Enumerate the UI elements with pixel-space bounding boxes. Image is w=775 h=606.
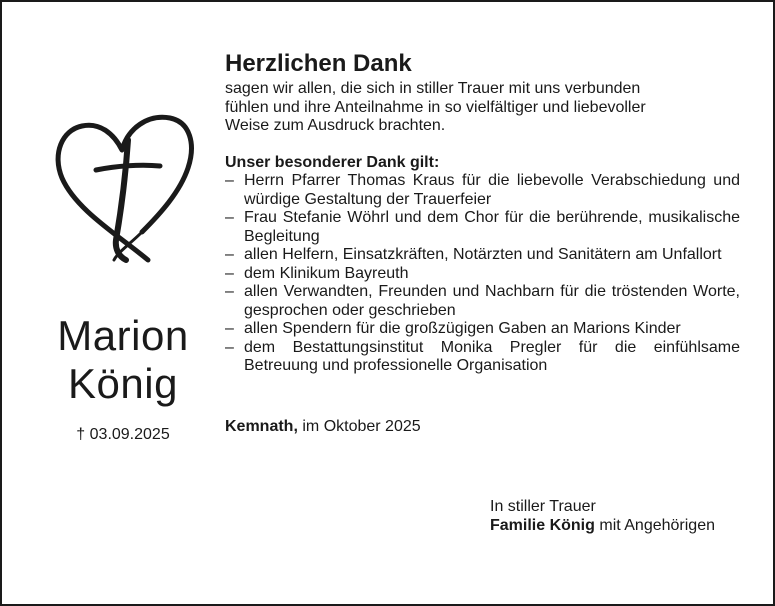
family-suffix: mit Angehörigen	[599, 516, 715, 534]
list-item: – Frau Stefanie Wöhrl und dem Chor für die berührende, musikalische Begleitung	[225, 209, 740, 246]
list-item: – dem Klinikum Bayreuth	[225, 265, 740, 284]
family-name: Familie König	[490, 516, 595, 534]
intro-line: sagen wir allen, die sich in stiller Trauer mit uns verbunden	[225, 80, 641, 97]
death-date-line	[18, 426, 228, 444]
list-item: – dem Bestattungsinstitut Monika Pregler für die einfühlsame Betreuung und professionelle Organisation	[225, 339, 740, 376]
headline: Herzlichen Dank	[225, 50, 412, 77]
signature-family-line	[490, 517, 715, 536]
list-item: – allen Verwandten, Freunden und Nachbarn für die tröstenden Worte, gesprochen oder geschrieben	[225, 283, 740, 320]
special-thanks-heading: Unser besonderer Dank gilt:	[225, 153, 440, 171]
thanks-column	[225, 50, 740, 436]
cross-symbol: †	[76, 426, 86, 443]
special-thanks-list	[225, 172, 740, 376]
deceased-first-name: Marion	[57, 312, 189, 359]
list-item: – Herrn Pfarrer Thomas Kraus für die liebevolle Verabschiedung und würdige Gestaltung der Trauerfeier	[225, 172, 740, 209]
date: im Oktober 2025	[302, 417, 421, 435]
deceased-last-name: König	[68, 360, 178, 407]
heart-cross-icon	[48, 110, 198, 270]
intro-line: fühlen und ihre Anteilnahme in so vielfältiger und liebevoller	[225, 98, 646, 116]
signature	[490, 498, 715, 535]
death-date: 03.09.2025	[89, 426, 170, 443]
deceased-column	[18, 110, 228, 444]
list-item: – allen Helfern, Einsatzkräften, Notärzten und Sanitätern am Unfallort	[225, 246, 740, 265]
intro-text	[225, 80, 740, 136]
place-date	[225, 418, 740, 437]
place: Kemnath,	[225, 417, 298, 435]
intro-line: Weise zum Ausdruck brachten.	[225, 117, 446, 134]
signature-line: In stiller Trauer	[490, 498, 596, 515]
list-item: – allen Spendern für die großzügigen Gaben an Marions Kinder	[225, 320, 740, 339]
